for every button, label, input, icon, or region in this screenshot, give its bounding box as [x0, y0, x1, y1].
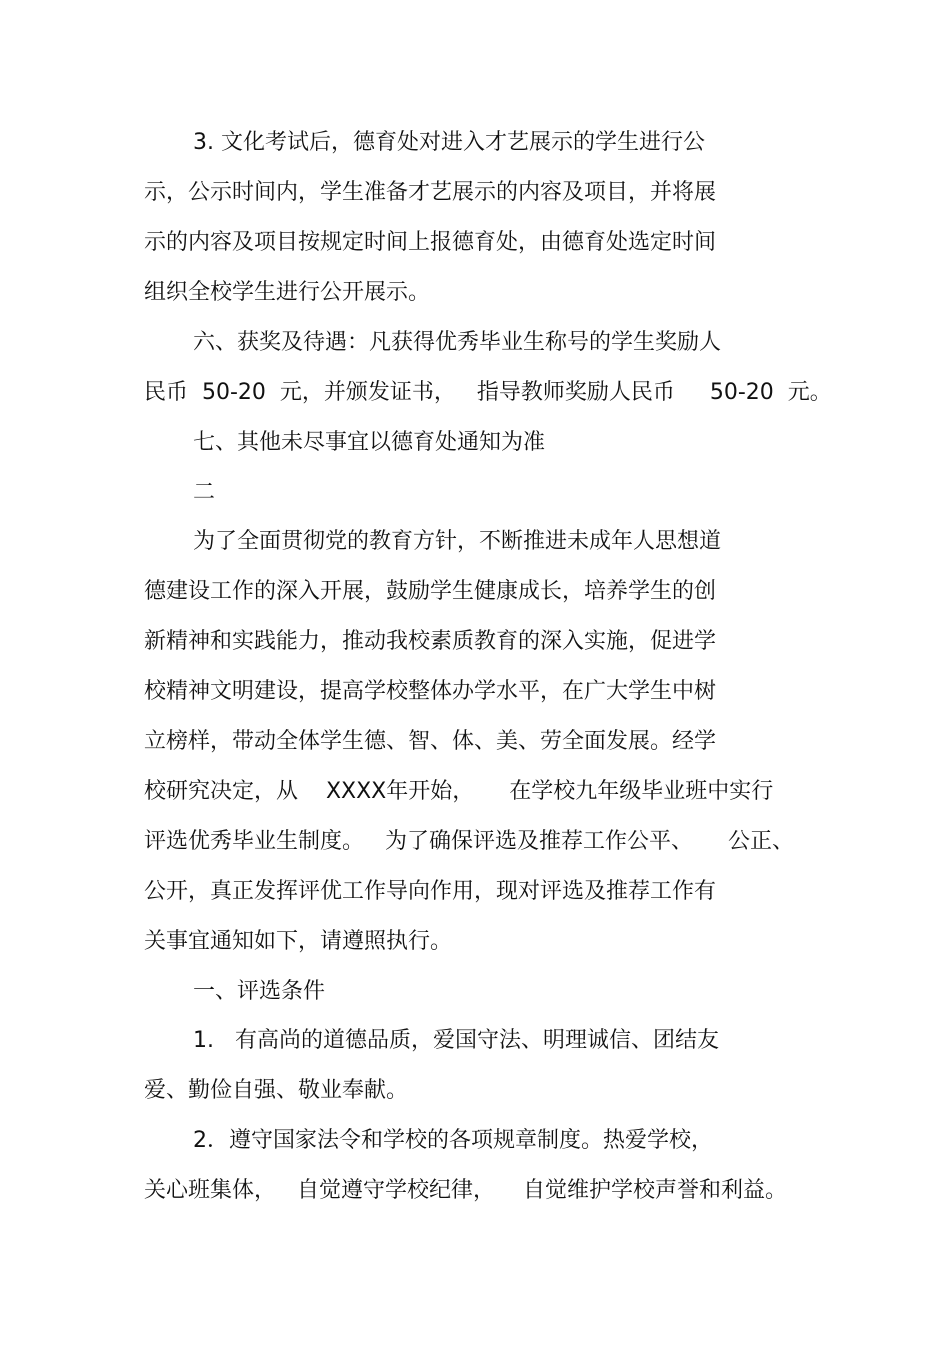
section-heading: 七、其他未尽事宜以德育处通知为准	[193, 430, 546, 455]
section-heading: 六、获奖及待遇：凡获得优秀毕业生称号的学生奖励人	[193, 330, 722, 355]
list-item-continuation: 关心班集体， 自觉遵守学校纪律， 自觉维护学校声誉和利益。	[144, 1178, 787, 1203]
section-heading: 一、评选条件	[193, 979, 326, 1004]
paragraph-line: 示的内容及项目按规定时间上报德育处，由德育处选定时间	[144, 230, 717, 255]
paragraph-line: 示，公示时间内，学生准备才艺展示的内容及项目，并将展	[144, 180, 717, 205]
paragraph-line: 德建设工作的深入开展，鼓励学生健康成长，培养学生的创	[144, 579, 717, 604]
paragraph-line: 校研究决定，从 XXXX年开始， 在学校九年级毕业班中实行	[144, 779, 774, 804]
list-item-continuation: 爱、勤俭自强、敬业奉献。	[144, 1078, 409, 1103]
paragraph-line: 立榜样，带动全体学生德、智、体、美、劳全面发展。经学	[144, 729, 717, 754]
paragraph-line: 民币 50-20 元，并颁发证书， 指导教师奖励人民币 50-20 元。	[144, 380, 832, 405]
list-item: 1. 有高尚的道德品质，爱国守法、明理诚信、团结友	[193, 1028, 719, 1053]
paragraph-line: 为了全面贯彻党的教育方针，不断推进未成年人思想道	[193, 529, 722, 554]
list-item: 2．遵守国家法令和学校的各项规章制度。热爱学校，	[193, 1128, 713, 1153]
paragraph-line: 公开，真正发挥评优工作导向作用，现对评选及推荐工作有	[144, 879, 717, 904]
paragraph-line: 校精神文明建设，提高学校整体办学水平，在广大学生中树	[144, 679, 717, 704]
section-number: 二	[193, 480, 216, 505]
paragraph-line: 组织全校学生进行公开展示。	[144, 280, 431, 305]
paragraph-line: 评选优秀毕业生制度。 为了确保评选及推荐工作公平、 公正、	[144, 829, 794, 854]
paragraph-line: 关事宜通知如下，请遵照执行。	[144, 929, 453, 954]
paragraph-line: 新精神和实践能力，推动我校素质教育的深入实施，促进学	[144, 629, 717, 654]
paragraph-line: 3. 文化考试后，德育处对进入才艺展示的学生进行公	[193, 130, 705, 155]
